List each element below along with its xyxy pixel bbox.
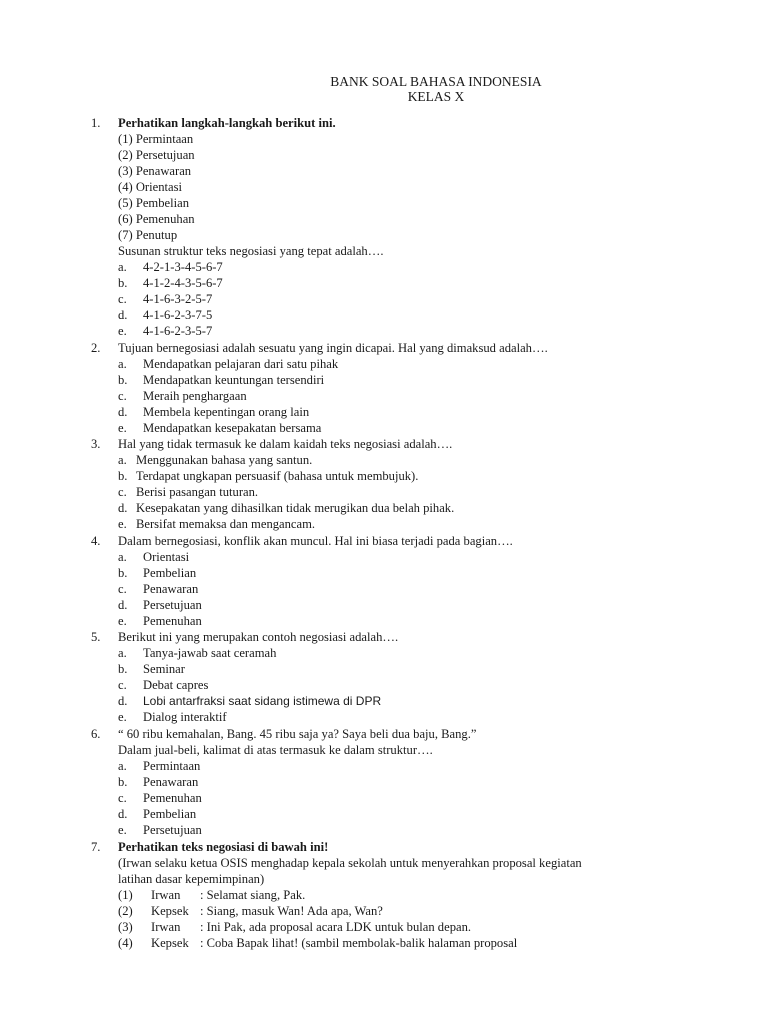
option-letter: d. bbox=[118, 501, 128, 515]
option-text: Berisi pasangan tuturan. bbox=[136, 485, 259, 499]
option-text: Bersifat memaksa dan mengancam. bbox=[136, 517, 316, 531]
option-text: Terdapat ungkapan persuasif (bahasa untuk membujuk). bbox=[136, 469, 419, 483]
list-item: (4) Orientasi bbox=[118, 180, 182, 194]
dialogue-text: : Coba Bapak lihat! (sambil membolak-balik halaman proposal bbox=[200, 936, 518, 950]
dialogue-number: (4) bbox=[118, 936, 133, 950]
dialogue-text: : Ini Pak, ada proposal acara LDK untuk bulan depan. bbox=[200, 920, 472, 934]
question-stem: Hal yang tidak termasuk ke dalam kaidah teks negosiasi adalah…. bbox=[118, 437, 453, 451]
option-text: Penawaran bbox=[143, 775, 199, 789]
option-text: Menggunakan bahasa yang santun. bbox=[136, 453, 313, 467]
dialogue-speaker: Kepsek bbox=[151, 936, 189, 950]
question-stem: Berikut ini yang merupakan contoh negosiasi adalah…. bbox=[118, 630, 399, 644]
option-text: Seminar bbox=[143, 662, 185, 676]
option-text: 4-1-6-2-3-5-7 bbox=[143, 324, 213, 338]
option-letter: d. bbox=[118, 308, 128, 322]
option-text: Mendapatkan keuntungan tersendiri bbox=[143, 373, 325, 387]
dialogue-speaker: Kepsek bbox=[151, 904, 189, 918]
list-item: (3) Penawaran bbox=[118, 164, 192, 178]
option-text: Debat capres bbox=[143, 678, 209, 692]
option-text: Pembelian bbox=[143, 566, 197, 580]
option-letter: e. bbox=[118, 324, 127, 338]
option-text: Membela kepentingan orang lain bbox=[143, 405, 310, 419]
document-title: BANK SOAL BAHASA INDONESIA bbox=[330, 74, 542, 89]
question-prompt: Susunan struktur teks negosiasi yang tepat adalah…. bbox=[118, 244, 384, 258]
option-text: Pembelian bbox=[143, 807, 197, 821]
list-item: (7) Penutup bbox=[118, 228, 178, 242]
question-number: 2. bbox=[91, 341, 101, 355]
question-prompt: Dalam jual-beli, kalimat di atas termasuk ke dalam struktur…. bbox=[118, 743, 433, 757]
dialogue-number: (3) bbox=[118, 920, 133, 934]
option-text: Tanya-jawab saat ceramah bbox=[143, 646, 277, 660]
dialogue-number: (2) bbox=[118, 904, 133, 918]
option-letter: d. bbox=[118, 405, 128, 419]
option-letter: d. bbox=[118, 807, 128, 821]
option-text: Mendapatkan pelajaran dari satu pihak bbox=[143, 357, 339, 371]
context-text: latihan dasar kepemimpinan) bbox=[118, 872, 265, 886]
option-letter: e. bbox=[118, 421, 127, 435]
option-text: 4-1-6-3-2-5-7 bbox=[143, 292, 213, 306]
question-number: 4. bbox=[91, 534, 101, 548]
option-letter: d. bbox=[118, 694, 128, 708]
option-letter: a. bbox=[118, 260, 127, 274]
context-text: (Irwan selaku ketua OSIS menghadap kepala sekolah untuk menyerahkan proposal kegiatan bbox=[118, 856, 582, 870]
option-text: 4-2-1-3-4-5-6-7 bbox=[143, 260, 223, 274]
question-stem: “ 60 ribu kemahalan, Bang. 45 ribu saja ya? Saya beli dua baju, Bang.” bbox=[118, 727, 477, 741]
option-letter: a. bbox=[118, 453, 127, 467]
question-stem: Perhatikan langkah-langkah berikut ini. bbox=[118, 116, 336, 130]
option-letter: c. bbox=[118, 582, 127, 596]
question-number: 6. bbox=[91, 727, 101, 741]
option-letter: a. bbox=[118, 759, 127, 773]
option-letter: c. bbox=[118, 791, 127, 805]
option-letter: b. bbox=[118, 775, 128, 789]
option-text: Mendapatkan kesepakatan bersama bbox=[143, 421, 322, 435]
question-number: 3. bbox=[91, 437, 101, 451]
question-number: 5. bbox=[91, 630, 101, 644]
question-number: 7. bbox=[91, 840, 101, 854]
option-letter: d. bbox=[118, 598, 128, 612]
option-text: Lobi antarfraksi saat sidang istimewa di DPR bbox=[143, 694, 382, 708]
option-letter: c. bbox=[118, 389, 127, 403]
option-text: Orientasi bbox=[143, 550, 190, 564]
option-text: Dialog interaktif bbox=[143, 710, 227, 724]
dialogue-text: : Siang, masuk Wan! Ada apa, Wan? bbox=[200, 904, 383, 918]
option-text: 4-1-2-4-3-5-6-7 bbox=[143, 276, 223, 290]
option-text: Persetujuan bbox=[143, 598, 202, 612]
question-number: 1. bbox=[91, 116, 101, 130]
option-letter: e. bbox=[118, 823, 127, 837]
dialogue-speaker: Irwan bbox=[151, 920, 181, 934]
option-letter: a. bbox=[118, 646, 127, 660]
option-letter: b. bbox=[118, 373, 128, 387]
option-letter: b. bbox=[118, 276, 128, 290]
document-subtitle: KELAS X bbox=[407, 89, 465, 104]
list-item: (1) Permintaan bbox=[118, 132, 194, 146]
option-letter: e. bbox=[118, 517, 127, 531]
option-text: Meraih penghargaan bbox=[143, 389, 247, 403]
option-text: Pemenuhan bbox=[143, 791, 202, 805]
question-stem: Perhatikan teks negosiasi di bawah ini! bbox=[118, 840, 329, 854]
option-letter: a. bbox=[118, 357, 127, 371]
option-letter: c. bbox=[118, 678, 127, 692]
option-text: Permintaan bbox=[143, 759, 201, 773]
option-letter: c. bbox=[118, 292, 127, 306]
question-stem: Dalam bernegosiasi, konflik akan muncul. Hal ini biasa terjadi pada bagian…. bbox=[118, 534, 513, 548]
dialogue-text: : Selamat siang, Pak. bbox=[200, 888, 306, 902]
option-letter: e. bbox=[118, 614, 127, 628]
dialogue-speaker: Irwan bbox=[151, 888, 181, 902]
option-text: Pemenuhan bbox=[143, 614, 202, 628]
option-text: 4-1-6-2-3-7-5 bbox=[143, 308, 213, 322]
list-item: (6) Pemenuhan bbox=[118, 212, 195, 226]
option-text: Penawaran bbox=[143, 582, 199, 596]
option-text: Kesepakatan yang dihasilkan tidak merugikan dua belah pihak. bbox=[136, 501, 455, 515]
list-item: (5) Pembelian bbox=[118, 196, 189, 210]
option-letter: b. bbox=[118, 566, 128, 580]
option-letter: b. bbox=[118, 469, 128, 483]
option-letter: e. bbox=[118, 710, 127, 724]
option-letter: b. bbox=[118, 662, 128, 676]
dialogue-number: (1) bbox=[118, 888, 133, 902]
option-letter: a. bbox=[118, 550, 127, 564]
option-letter: c. bbox=[118, 485, 127, 499]
list-item: (2) Persetujuan bbox=[118, 148, 195, 162]
option-text: Persetujuan bbox=[143, 823, 202, 837]
question-stem: Tujuan bernegosiasi adalah sesuatu yang ingin dicapai. Hal yang dimaksud adalah…. bbox=[118, 341, 548, 355]
